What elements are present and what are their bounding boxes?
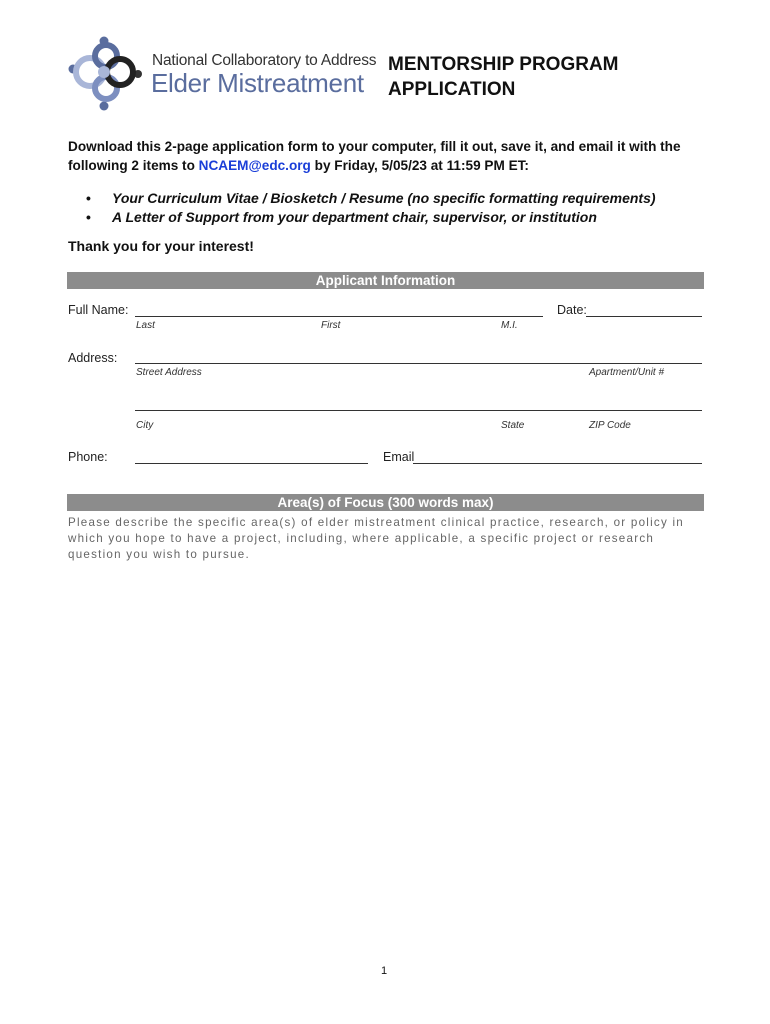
page-number: 1 (381, 965, 388, 977)
email-label: Email (383, 450, 415, 464)
street-address-sublabel: Street Address (136, 367, 202, 378)
focus-section-header: Area(s) of Focus (300 words max) (67, 494, 704, 511)
zip-sublabel: ZIP Code (589, 420, 631, 431)
intro-text-before: Download this 2-page application form to your computer, fill it out, save it, and email it with the following 2 items to (68, 139, 681, 173)
apartment-sublabel: Apartment/Unit # (589, 367, 665, 378)
full-name-field[interactable] (135, 316, 543, 317)
state-sublabel: State (501, 420, 525, 431)
list-item: • Your Curriculum Vitae / Biosketch / Resume (no specific formatting requirements) (86, 189, 656, 208)
required-items-list (86, 189, 656, 227)
email-link[interactable]: NCAEM@edc.org (198, 158, 311, 173)
email-field[interactable] (413, 463, 702, 464)
first-name-sublabel: First (321, 320, 341, 331)
city-state-zip-field[interactable] (135, 410, 702, 411)
full-name-label: Full Name: (68, 303, 129, 317)
applicant-section-header: Applicant Information (67, 272, 704, 289)
date-label: Date: (557, 303, 587, 317)
intro-paragraph (68, 137, 708, 175)
list-item: • A Letter of Support from your department chair, supervisor, or institution (86, 208, 656, 227)
middle-initial-sublabel: M.I. (501, 320, 518, 331)
org-name-line1: National Collaboratory to Address (152, 52, 377, 69)
intro-text-after: by Friday, 5/05/23 at 11:59 PM ET: (310, 158, 529, 173)
org-name-line2: Elder Mistreatment (151, 68, 364, 98)
focus-description: Please describe the specific area(s) of elder mistreatment clinical practice, research, or policy in which you hope to have a project, including, where applicable, a specific project or research question you wish to pursue. (68, 516, 685, 561)
ncaem-logo-icon (68, 36, 146, 112)
thanks-text: Thank you for your interest! (68, 238, 254, 254)
address-label: Address: (68, 351, 118, 365)
phone-field[interactable] (135, 463, 368, 464)
city-sublabel: City (136, 420, 154, 431)
phone-label: Phone: (68, 450, 108, 464)
last-name-sublabel: Last (136, 320, 155, 331)
document-title: MENTORSHIP PROGRAM APPLICATION (388, 54, 619, 100)
date-field[interactable] (586, 316, 702, 317)
street-address-field[interactable] (135, 363, 702, 364)
